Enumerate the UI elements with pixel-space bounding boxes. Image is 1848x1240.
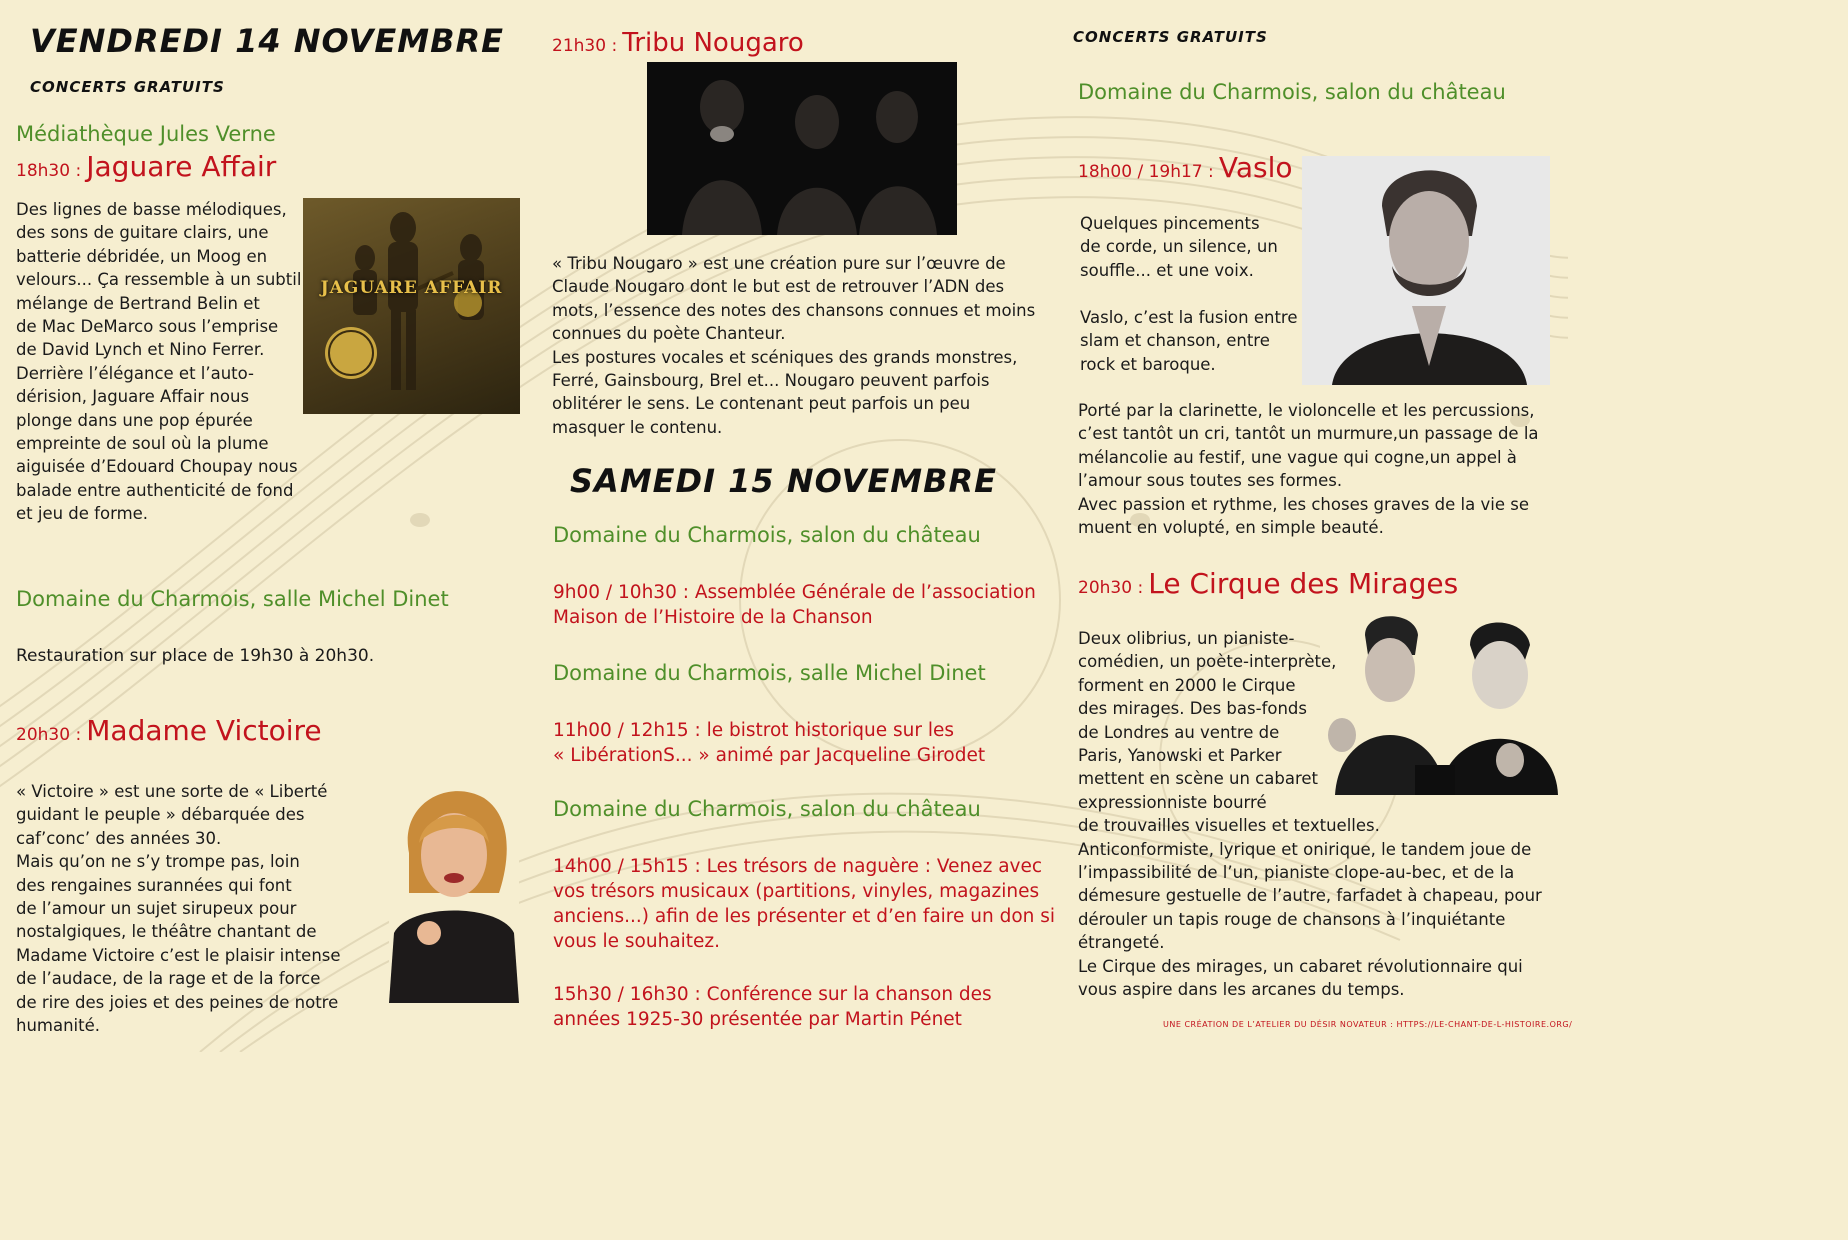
jaguare-affair-photo: [303, 198, 520, 414]
event-cirque-des-mirages-heading: [1078, 567, 1458, 600]
event-time: 18h30 :: [16, 161, 82, 181]
event-name: Tribu Nougaro: [622, 28, 804, 58]
event-jaguare-heading: [16, 150, 276, 183]
event-time: 18h00 / 19h17 :: [1078, 162, 1214, 182]
event-name: Jaguare Affair: [86, 150, 277, 183]
venue-salon-chateau-a: Domaine du Charmois, salon du château: [553, 523, 981, 547]
event-time: 21h30 :: [552, 36, 618, 56]
free-concerts-label: CONCERTS GRATUITS: [30, 78, 225, 96]
jaguare-photo-caption: JAGUARE AFFAIR: [320, 278, 503, 298]
tribu-nougaro-description: « Tribu Nougaro » est une création pure sur l’œuvre de Claude Nougaro dont le but est de retrouver l’ADN des mots, l’essence des notes des chansons connues et moins connues du poète Chanteur. Les postures vocales et scéniques des grands monstres, Ferré, Gainsbourg, Brel et... Nougaro peuvent parfois oblitérer le sens. Le contenant peut parfois un peu masquer le contenu.: [552, 254, 1036, 437]
cirque-des-mirages-description: Deux olibrius, un pianiste- comédien, un poète-interprète, forment en 2000 le Cirque des mirages. Des bas-fonds de Londres au ventre de Paris, Yanowski et Parker mettent en scène un cabaret expressionniste bourré de trouvailles visuelles et textuelles. Anticonformiste, lyrique et onirique, le tandem joue de l’impassibilité de l’un, pianiste clope-au-bec, et de la démesure gestuelle de l’autre, farfadet à chapeau, pour dérouler un tapis rouge de chansons à l’inquiétante étrangeté. Le Cirque des mirages, un cabaret révolutionnaire qui vous aspire dans les arcanes du temps.: [1078, 629, 1542, 1000]
event-time: 20h30 :: [16, 725, 82, 745]
catering-info: Restauration sur place de 19h30 à 20h30.: [16, 646, 375, 666]
event-madame-victoire-heading: [16, 714, 322, 747]
event-vaslo-heading: [1078, 151, 1292, 184]
madame-victoire-photo: [389, 783, 519, 1003]
saturday-title: SAMEDI 15 NOVEMBRE: [570, 462, 997, 500]
vaslo-description: Porté par la clarinette, le violoncelle et les percussions, c’est tantôt un cri, tantôt un murmure,un passage de la mélancolie au festif, une vague qui cogne,un appel à l’amour sous toutes ses formes. Avec passion et rythme, les choses graves de la vie se muent en volupté, en simple beauté.: [1078, 401, 1539, 538]
venue-salon-chateau-d: Domaine du Charmois, salon du château: [1078, 80, 1506, 104]
event-name: Madame Victoire: [86, 714, 322, 747]
vaslo-intro-2: Vaslo, c’est la fusion entre slam et chanson, entre rock et baroque.: [1080, 308, 1298, 374]
event-name: Le Cirque des Mirages: [1148, 567, 1459, 600]
friday-title: VENDREDI 14 NOVEMBRE: [30, 22, 504, 60]
conference-item: 15h30 / 16h30 : Conférence sur la chanson des années 1925-30 présentée par Martin Pénet: [553, 984, 992, 1030]
vaslo-photo: [1302, 156, 1550, 385]
event-time: 20h30 :: [1078, 578, 1144, 598]
venue-salle-michel-dinet: Domaine du Charmois, salle Michel Dinet: [16, 587, 449, 611]
jaguare-description: Des lignes de basse mélodiques, des sons de guitare clairs, une batterie débridée, un Moog en velours... Ça ressemble à un subtil mélange de Bertrand Belin et de Mac DeMarco sous l’emprise de David Lynch et Nino Ferrer. Derrière l’élégance et l’auto- dérision, Jaguare Affair nous plonge dans une pop épurée empreinte de soul où la plume aiguisée d’Edouard Choupay nous balade entre authenticité de fond et jeu de forme.: [16, 200, 302, 524]
free-concerts-label-2: CONCERTS GRATUITS: [1073, 28, 1268, 46]
historic-bistro-item: 11h00 / 12h15 : le bistrot historique sur les « LibérationS... » animé par Jacqueline Girodet: [553, 720, 986, 766]
tribu-nougaro-photo: [647, 62, 957, 235]
treasures-item: 14h00 / 15h15 : Les trésors de naguère : Venez avec vos trésors musicaux (partitions, vinyles, magazines anciens...) afin de les présenter et d’en faire un don si vous le souhaitez.: [553, 856, 1056, 952]
madame-victoire-description: « Victoire » est une sorte de « Liberté guidant le peuple » débarquée des caf’conc’ des années 30. Mais qu’on ne s’y trompe pas, loin des rengaines surannées qui font de l’amour un sujet sirupeux pour nostalgiques, le théâtre chantant de Madame Victoire c’est le plaisir intense de l’audace, de la rage et de la force de rire des joies et des peines de notre humanité.: [16, 782, 341, 1036]
venue-mediatheque: Médiathèque Jules Verne: [16, 122, 276, 146]
venue-salon-chateau-c: Domaine du Charmois, salon du château: [553, 797, 981, 821]
credit-footer: UNE CRÉATION DE L’ATELIER DU DÉSIR NOVATEUR : HTTPS://LE-CHANT-DE-L-HISTOIRE.ORG/: [1163, 1020, 1573, 1029]
event-tribu-nougaro-heading: [552, 28, 804, 58]
event-name: Vaslo: [1218, 151, 1293, 184]
general-assembly-item: 9h00 / 10h30 : Assemblée Générale de l’association Maison de l’Histoire de la Chanson: [553, 582, 1036, 628]
venue-salle-michel-dinet-b: Domaine du Charmois, salle Michel Dinet: [553, 661, 986, 685]
vaslo-intro: Quelques pincements de corde, un silence, un souffle... et une voix.: [1080, 214, 1278, 280]
